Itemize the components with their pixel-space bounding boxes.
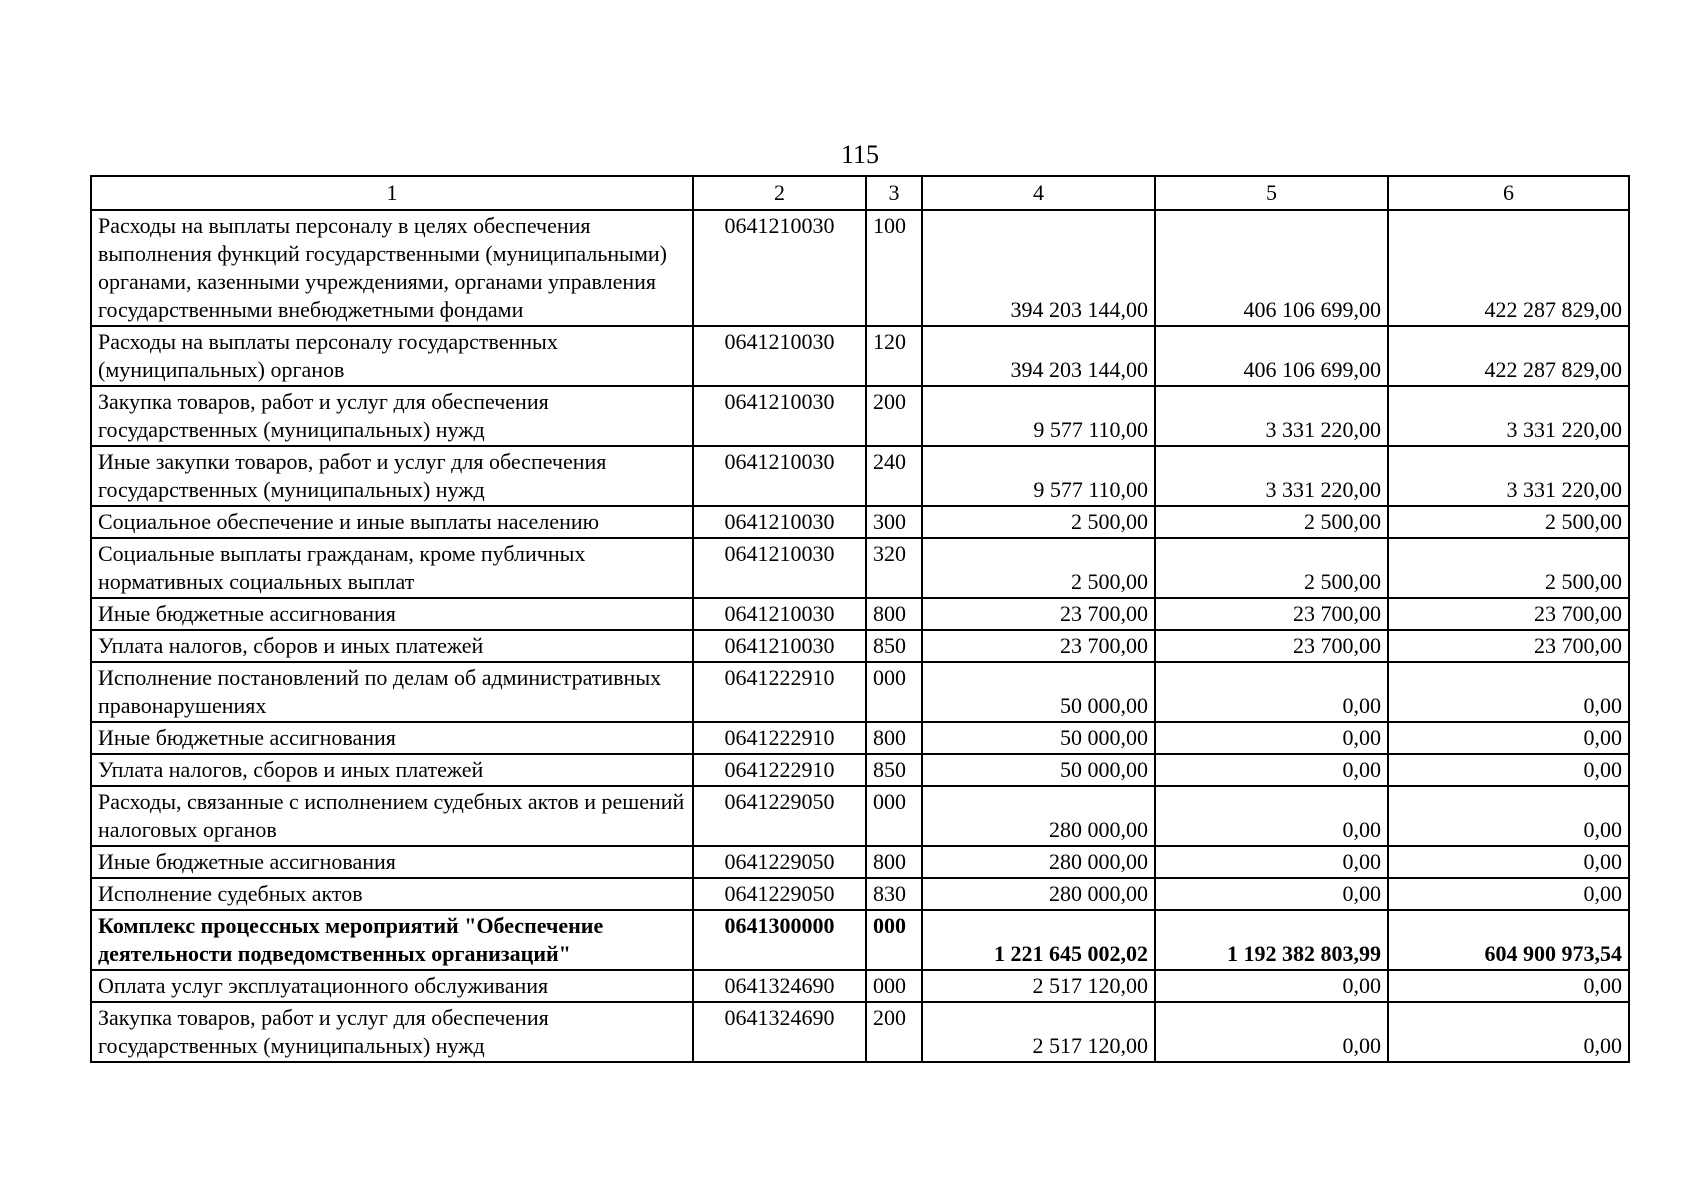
row-type: 100 <box>866 210 922 326</box>
table-row <box>91 846 1629 878</box>
row-value-col4: 280 000,00 <box>922 786 1155 846</box>
row-type: 000 <box>866 910 922 970</box>
row-value-col4: 23 700,00 <box>922 630 1155 662</box>
row-value-col4: 23 700,00 <box>922 598 1155 630</box>
header-row <box>91 176 1629 210</box>
row-type: 850 <box>866 630 922 662</box>
row-value-col5: 0,00 <box>1155 846 1388 878</box>
row-value-col6: 0,00 <box>1388 662 1629 722</box>
row-value-col4: 2 500,00 <box>922 506 1155 538</box>
row-value-col5: 3 331 220,00 <box>1155 446 1388 506</box>
row-code: 0641210030 <box>693 326 866 386</box>
row-type: 800 <box>866 846 922 878</box>
row-value-col5: 1 192 382 803,99 <box>1155 910 1388 970</box>
row-name: Социальное обеспечение и иные выплаты населению <box>91 506 693 538</box>
row-value-col6: 0,00 <box>1388 722 1629 754</box>
row-code: 0641324690 <box>693 1002 866 1062</box>
row-value-col4: 9 577 110,00 <box>922 446 1155 506</box>
row-value-col6: 422 287 829,00 <box>1388 210 1629 326</box>
table-row <box>91 754 1629 786</box>
row-value-col6: 0,00 <box>1388 1002 1629 1062</box>
row-value-col4: 50 000,00 <box>922 662 1155 722</box>
row-name: Иные бюджетные ассигнования <box>91 598 693 630</box>
row-value-col4: 50 000,00 <box>922 722 1155 754</box>
header-col-4: 4 <box>922 176 1155 210</box>
table-row <box>91 1002 1629 1062</box>
row-value-col5: 0,00 <box>1155 1002 1388 1062</box>
row-value-col6: 2 500,00 <box>1388 538 1629 598</box>
row-value-col6: 0,00 <box>1388 754 1629 786</box>
table-row <box>91 910 1629 970</box>
row-name: Расходы, связанные с исполнением судебных актов и решений налоговых органов <box>91 786 693 846</box>
row-code: 0641222910 <box>693 662 866 722</box>
row-value-col4: 9 577 110,00 <box>922 386 1155 446</box>
row-value-col4: 1 221 645 002,02 <box>922 910 1155 970</box>
header-col-5: 5 <box>1155 176 1388 210</box>
table-row <box>91 598 1629 630</box>
row-value-col6: 23 700,00 <box>1388 630 1629 662</box>
row-value-col5: 23 700,00 <box>1155 598 1388 630</box>
row-code: 0641222910 <box>693 754 866 786</box>
table-row <box>91 630 1629 662</box>
row-value-col6: 3 331 220,00 <box>1388 386 1629 446</box>
header-col-3: 3 <box>866 176 922 210</box>
row-type: 000 <box>866 662 922 722</box>
row-value-col5: 23 700,00 <box>1155 630 1388 662</box>
row-name: Исполнение постановлений по делам об административных правонарушениях <box>91 662 693 722</box>
row-code: 0641210030 <box>693 446 866 506</box>
row-value-col6: 3 331 220,00 <box>1388 446 1629 506</box>
table-row <box>91 386 1629 446</box>
row-name: Исполнение судебных актов <box>91 878 693 910</box>
row-code: 0641324690 <box>693 970 866 1002</box>
row-value-col5: 0,00 <box>1155 754 1388 786</box>
row-code: 0641229050 <box>693 786 866 846</box>
row-code: 0641210030 <box>693 386 866 446</box>
row-code: 0641222910 <box>693 722 866 754</box>
budget-table <box>90 175 1630 1063</box>
row-value-col6: 0,00 <box>1388 878 1629 910</box>
row-type: 800 <box>866 598 922 630</box>
page-number: 115 <box>840 140 880 169</box>
row-name: Расходы на выплаты персоналу в целях обеспечения выполнения функций государственными (муниципальными) органами, казенными учреждениями, органами управления государственными внебюджетными фондами <box>91 210 693 326</box>
row-value-col4: 280 000,00 <box>922 878 1155 910</box>
row-value-col5: 2 500,00 <box>1155 538 1388 598</box>
row-value-col6: 0,00 <box>1388 786 1629 846</box>
header-col-1: 1 <box>91 176 693 210</box>
row-code: 0641210030 <box>693 210 866 326</box>
table-row <box>91 970 1629 1002</box>
row-name: Иные закупки товаров, работ и услуг для обеспечения государственных (муниципальных) нужд <box>91 446 693 506</box>
row-value-col4: 2 517 120,00 <box>922 1002 1155 1062</box>
table-row <box>91 326 1629 386</box>
row-code: 0641300000 <box>693 910 866 970</box>
row-value-col4: 2 500,00 <box>922 538 1155 598</box>
table-row <box>91 662 1629 722</box>
table-body <box>91 210 1629 1062</box>
table-row <box>91 210 1629 326</box>
row-name: Социальные выплаты гражданам, кроме публичных нормативных социальных выплат <box>91 538 693 598</box>
table-row <box>91 722 1629 754</box>
row-type: 120 <box>866 326 922 386</box>
row-value-col6: 23 700,00 <box>1388 598 1629 630</box>
row-code: 0641229050 <box>693 878 866 910</box>
row-type: 850 <box>866 754 922 786</box>
row-type: 240 <box>866 446 922 506</box>
table-header <box>91 176 1629 210</box>
header-col-2: 2 <box>693 176 866 210</box>
row-type: 000 <box>866 786 922 846</box>
row-type: 000 <box>866 970 922 1002</box>
table-row <box>91 506 1629 538</box>
header-col-6: 6 <box>1388 176 1629 210</box>
table-row <box>91 538 1629 598</box>
row-type: 200 <box>866 386 922 446</box>
row-code: 0641210030 <box>693 630 866 662</box>
table-row <box>91 786 1629 846</box>
row-value-col6: 604 900 973,54 <box>1388 910 1629 970</box>
row-value-col5: 0,00 <box>1155 662 1388 722</box>
row-name: Уплата налогов, сборов и иных платежей <box>91 630 693 662</box>
table-row <box>91 446 1629 506</box>
row-value-col5: 406 106 699,00 <box>1155 326 1388 386</box>
row-name: Расходы на выплаты персоналу государственных (муниципальных) органов <box>91 326 693 386</box>
row-value-col5: 0,00 <box>1155 722 1388 754</box>
row-type: 300 <box>866 506 922 538</box>
row-value-col4: 50 000,00 <box>922 754 1155 786</box>
row-value-col5: 0,00 <box>1155 970 1388 1002</box>
row-code: 0641229050 <box>693 846 866 878</box>
row-code: 0641210030 <box>693 506 866 538</box>
row-name: Комплекс процессных мероприятий "Обеспечение деятельности подведомственных организаций" <box>91 910 693 970</box>
row-type: 800 <box>866 722 922 754</box>
row-code: 0641210030 <box>693 598 866 630</box>
row-value-col6: 2 500,00 <box>1388 506 1629 538</box>
row-name: Закупка товаров, работ и услуг для обеспечения государственных (муниципальных) нужд <box>91 386 693 446</box>
table-row <box>91 878 1629 910</box>
row-value-col6: 0,00 <box>1388 846 1629 878</box>
row-value-col5: 0,00 <box>1155 786 1388 846</box>
row-name: Закупка товаров, работ и услуг для обеспечения государственных (муниципальных) нужд <box>91 1002 693 1062</box>
row-name: Иные бюджетные ассигнования <box>91 722 693 754</box>
row-value-col4: 2 517 120,00 <box>922 970 1155 1002</box>
row-code: 0641210030 <box>693 538 866 598</box>
row-type: 830 <box>866 878 922 910</box>
row-type: 200 <box>866 1002 922 1062</box>
row-name: Уплата налогов, сборов и иных платежей <box>91 754 693 786</box>
row-value-col5: 406 106 699,00 <box>1155 210 1388 326</box>
row-name: Оплата услуг эксплуатационного обслуживания <box>91 970 693 1002</box>
row-type: 320 <box>866 538 922 598</box>
row-value-col6: 0,00 <box>1388 970 1629 1002</box>
row-value-col5: 0,00 <box>1155 878 1388 910</box>
row-value-col6: 422 287 829,00 <box>1388 326 1629 386</box>
row-value-col4: 280 000,00 <box>922 846 1155 878</box>
row-value-col5: 3 331 220,00 <box>1155 386 1388 446</box>
row-value-col5: 2 500,00 <box>1155 506 1388 538</box>
row-value-col4: 394 203 144,00 <box>922 210 1155 326</box>
row-name: Иные бюджетные ассигнования <box>91 846 693 878</box>
row-value-col4: 394 203 144,00 <box>922 326 1155 386</box>
